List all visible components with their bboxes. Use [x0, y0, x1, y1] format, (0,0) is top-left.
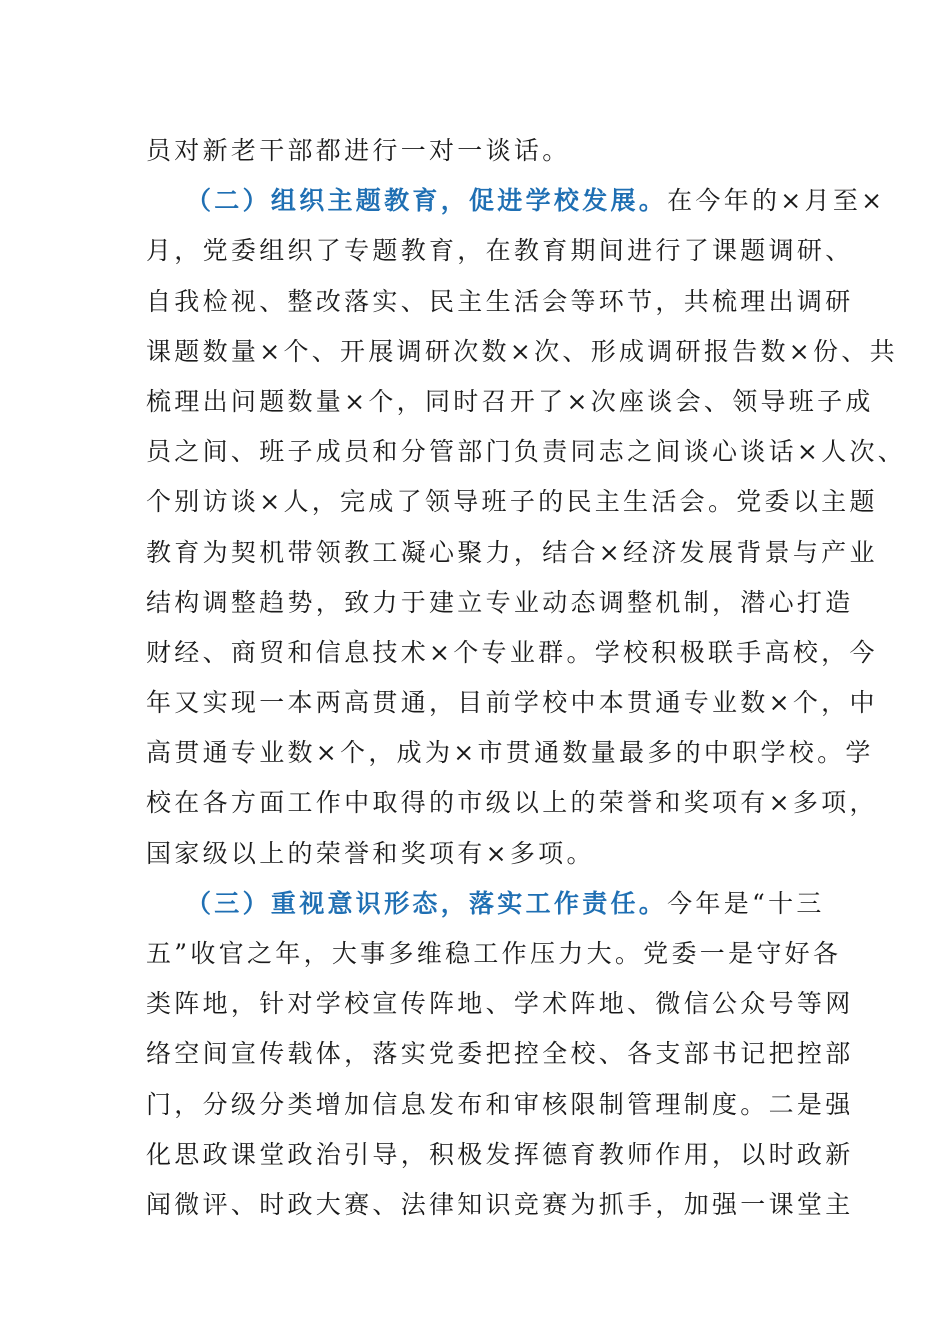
- text-line: 门，分级分类增加信息发布和审核限制管理制度。二是强: [146, 1089, 854, 1119]
- text-line: 自我检视、整改落实、民主生活会等环节，共梳理出调研: [146, 286, 854, 316]
- document-body: [146, 126, 907, 1230]
- text-line: 五”收官之年，大事多维稳工作压力大。党委一是守好各: [146, 939, 842, 968]
- text-line: 校在各方面工作中取得的市级以上的荣誉和奖项有×多项，: [146, 788, 878, 818]
- text-line: 类阵地，针对学校宣传阵地、学术阵地、微信公众号等网: [146, 989, 854, 1019]
- section-3-first-line-text: 今年是“十三: [667, 888, 825, 918]
- section-3-heading: （三）重视意识形态，落实工作责任。: [186, 888, 668, 918]
- text-line: 员对新老干部都进行一对一谈话。: [146, 136, 571, 165]
- text-line: 教育为契机带领教工凝心聚力，结合×经济发展背景与产业: [146, 537, 878, 567]
- section-2-heading: （二）组织主题教育，促进学校发展。: [186, 186, 668, 216]
- section-2-first-line: [146, 176, 886, 226]
- text-line: 国家级以上的荣誉和奖项有×多项。: [146, 838, 595, 868]
- section-3-first-line: [146, 879, 826, 929]
- text-line: 个别访谈×人，完成了领导班子的民主生活会。党委以主题: [146, 487, 878, 517]
- text-line: 络空间宣传载体，落实党委把控全校、各支部书记把控部: [146, 1039, 854, 1069]
- text-line: 高贯通专业数×个，成为×市贯通数量最多的中职学校。学: [146, 738, 874, 768]
- text-line: 年又实现一本两高贯通，目前学校中本贯通专业数×个，中: [146, 688, 878, 718]
- text-line: 课题数量×个、开展调研次数×次、形成调研报告数×份、共: [146, 336, 898, 366]
- section-2-first-line-text: 在今年的×月至×: [667, 186, 886, 216]
- text-line: 财经、商贸和信息技术×个专业群。学校积极联手高校，今: [146, 637, 878, 667]
- text-line: 化思政课堂政治引导，积极发挥德育教师作用，以时政新: [146, 1139, 854, 1169]
- text-line: 梳理出问题数量×个，同时召开了×次座谈会、领导班子成: [146, 386, 874, 416]
- text-line: 员之间、班子成员和分管部门负责同志之间谈心谈话×人次、: [146, 437, 907, 467]
- text-line: 闻微评、时政大赛、法律知识竞赛为抓手，加强一课堂主: [146, 1189, 854, 1219]
- text-line: 结构调整趋势，致力于建立专业动态调整机制，潜心打造: [146, 587, 854, 617]
- text-line: 月，党委组织了专题教育，在教育期间进行了课题调研、: [146, 236, 854, 266]
